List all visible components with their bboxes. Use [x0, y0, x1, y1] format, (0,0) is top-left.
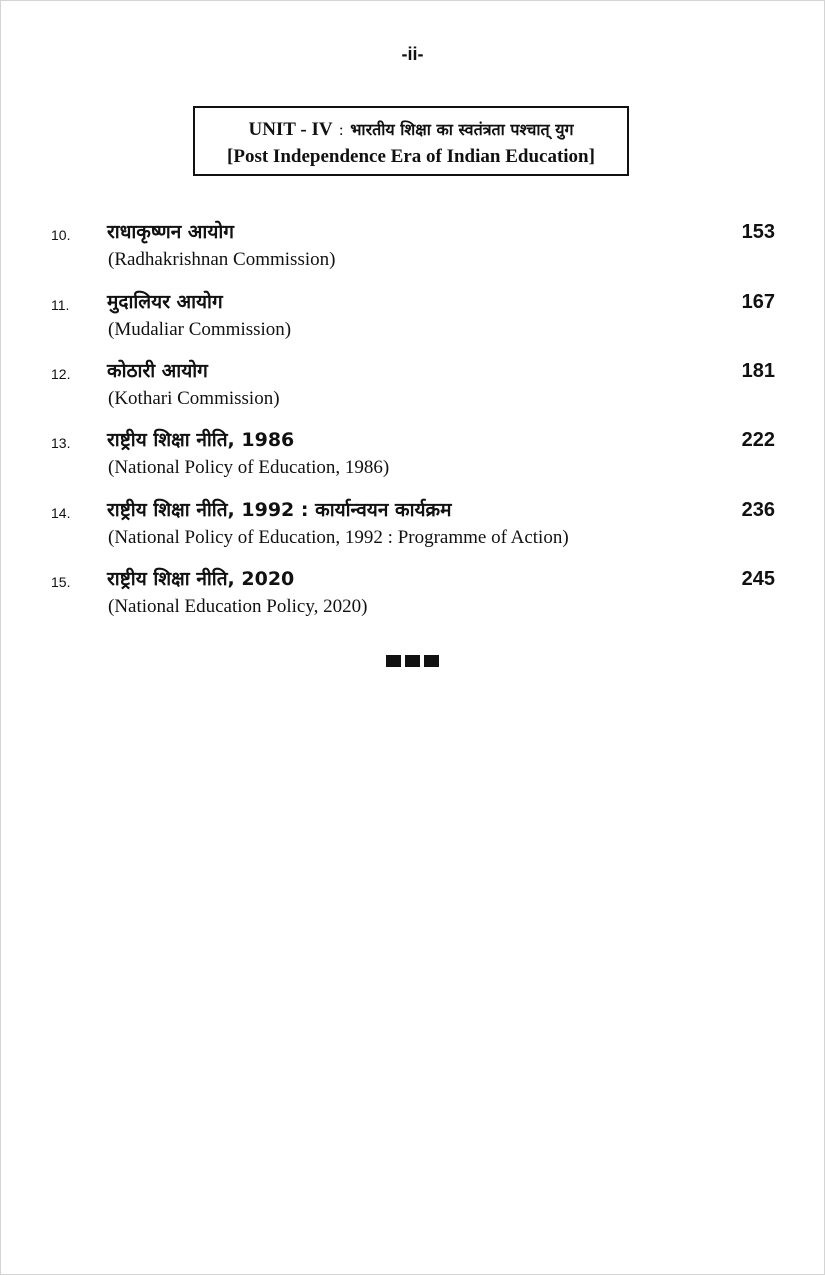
toc-entry-hindi-title: राष्ट्रीय शिक्षा नीति, 1986 — [107, 429, 295, 451]
unit-english-title: [Post Independence Era of Indian Education] — [227, 146, 595, 167]
toc-entry-page-number: 153 — [741, 221, 775, 243]
unit-heading-box — [193, 106, 629, 176]
toc-entry-english-title: (Mudaliar Commission) — [108, 319, 292, 340]
toc-entry-number: 13. — [51, 435, 71, 451]
toc-entry-number: 10. — [51, 227, 71, 243]
toc-entry-number: 12. — [51, 366, 71, 382]
toc-entry-number: 11. — [51, 297, 70, 313]
toc-entry[interactable] — [0, 290, 825, 350]
toc-entry-english-title: (Radhakrishnan Commission) — [108, 249, 336, 270]
toc-entry-hindi-title: मुदालियर आयोग — [107, 291, 223, 313]
toc-entry-page-number: 245 — [741, 568, 775, 590]
toc-entry-english-title: (National Policy of Education, 1986) — [108, 457, 390, 478]
toc-entry[interactable] — [0, 220, 825, 280]
toc-entry[interactable] — [0, 498, 825, 558]
unit-heading-line — [195, 117, 627, 144]
toc-entry-english-title: (National Education Policy, 2020) — [108, 596, 368, 617]
ornament-square — [405, 655, 420, 667]
toc-entry-hindi-title: राष्ट्रीय शिक्षा नीति, 2020 — [107, 568, 295, 590]
toc-entry[interactable] — [0, 428, 825, 488]
toc-entry-hindi-title: राधाकृष्णन आयोग — [107, 221, 234, 243]
end-of-section-ornament — [386, 655, 440, 667]
toc-entry-page-number: 181 — [741, 360, 775, 382]
toc-entry-page-number: 236 — [741, 499, 775, 521]
toc-entry-number: 15. — [51, 574, 71, 590]
unit-separator: : — [338, 122, 344, 139]
toc-entry[interactable] — [0, 567, 825, 627]
toc-entry-page-number: 167 — [741, 291, 775, 313]
toc-entry-page-number: 222 — [741, 429, 775, 451]
toc-entry-english-title: (National Policy of Education, 1992 : Programme of Action) — [108, 527, 569, 548]
toc-entry-hindi-title: कोठारी आयोग — [107, 360, 208, 382]
toc-entry-english-title: (Kothari Commission) — [108, 388, 280, 409]
page-number: -ii- — [401, 44, 424, 64]
toc-entry[interactable] — [0, 359, 825, 419]
toc-entry-number: 14. — [51, 505, 71, 521]
ornament-square — [386, 655, 401, 667]
unit-hindi-title: भारतीय शिक्षा का स्वतंत्रता पश्चात् युग — [350, 120, 574, 139]
ornament-square — [424, 655, 439, 667]
unit-label: UNIT - IV — [248, 119, 333, 140]
toc-entry-hindi-title: राष्ट्रीय शिक्षा नीति, 1992 : कार्यान्वयन कार्यक्रम — [107, 499, 452, 521]
